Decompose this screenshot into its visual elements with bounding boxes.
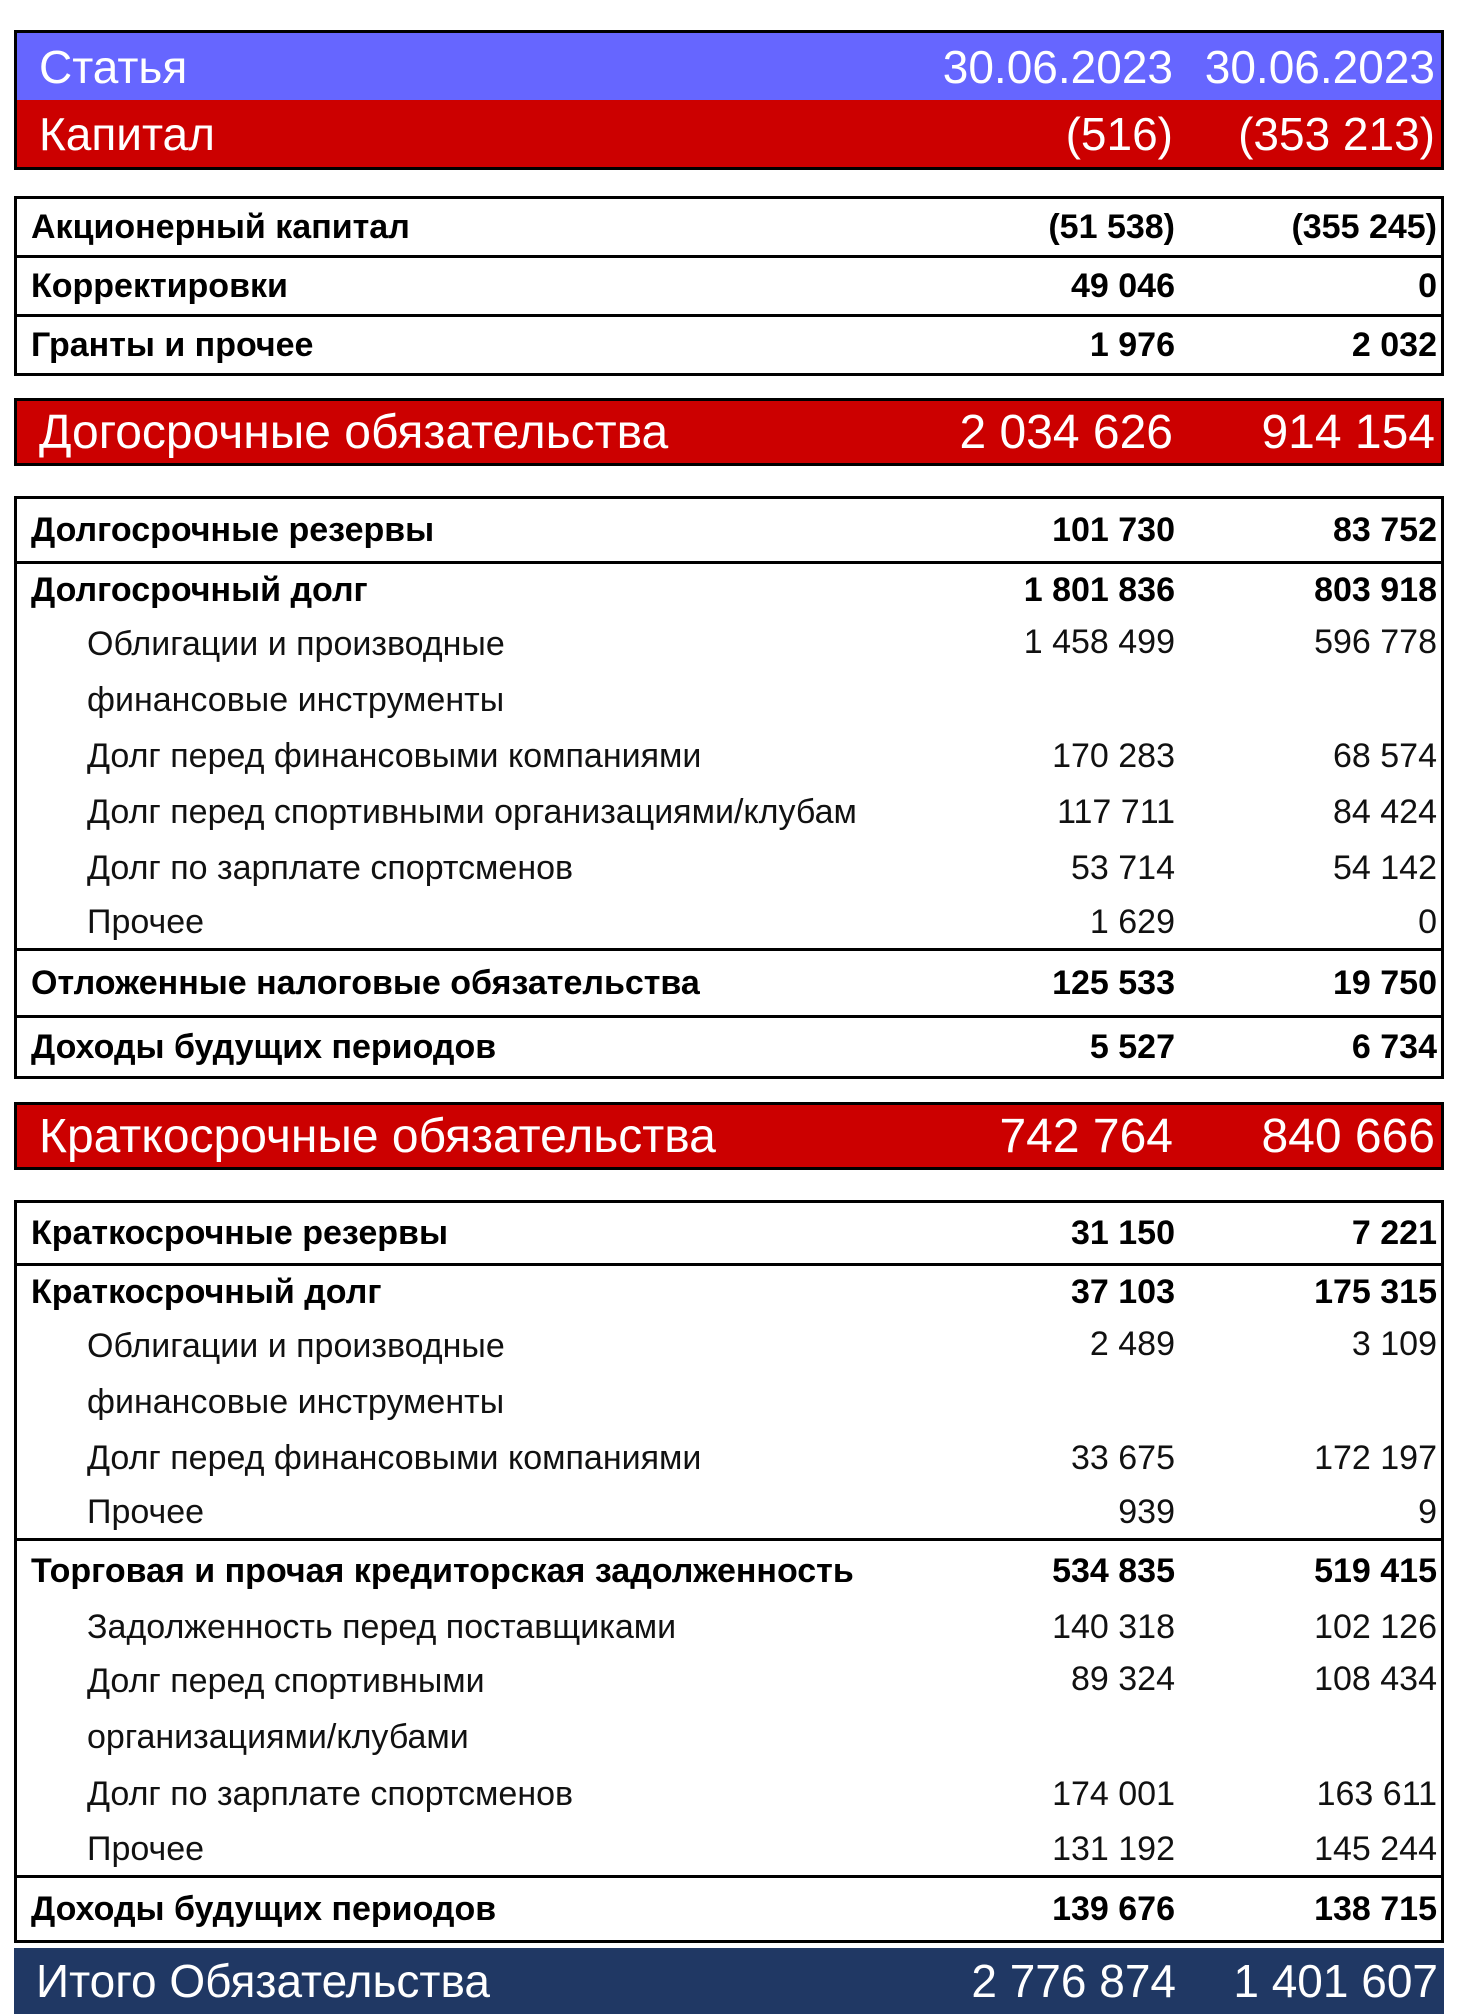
total-v1: 2 776 874 <box>971 1955 1176 2007</box>
total-row <box>14 1948 1444 2014</box>
row-value-1: 170 283 <box>1052 737 1175 775</box>
row-value-1: 49 046 <box>1071 267 1175 305</box>
row-label: Долгосрочный долг <box>31 571 368 609</box>
row-value-2: 163 611 <box>1316 1775 1437 1813</box>
section-shortterm <box>14 1102 1444 1170</box>
row-value-2: 2 032 <box>1351 326 1437 364</box>
section-capital-v2: (353 213) <box>1238 107 1435 160</box>
row-value-2: 172 197 <box>1314 1439 1437 1477</box>
row-label: Долг по зарплате спортсменов <box>87 849 574 887</box>
header-title: Статья <box>39 40 188 93</box>
row-value-2: 19 750 <box>1333 964 1437 1002</box>
row-label: Торговая и прочая кредиторская задолженность <box>31 1552 854 1590</box>
row-label: Облигации и производные финансовые инструменты <box>87 625 505 719</box>
row-value-1: 534 835 <box>1052 1552 1175 1590</box>
row-value-2: 84 424 <box>1333 793 1437 831</box>
row-value-2: 519 415 <box>1314 1552 1437 1590</box>
row-label: Гранты и прочее <box>31 326 314 364</box>
row-value-1: 33 675 <box>1071 1439 1175 1477</box>
section-shortterm-v1: 742 764 <box>999 1109 1173 1163</box>
header-col2: 30.06.2023 <box>1204 40 1435 93</box>
section-longterm <box>14 398 1444 466</box>
section-capital <box>14 100 1444 170</box>
row-value-2: (355 245) <box>1291 208 1437 246</box>
table-row <box>17 1823 1441 1875</box>
row-label: Долг по зарплате спортсменов <box>87 1775 574 1813</box>
row-value-2: 7 221 <box>1351 1214 1437 1252</box>
row-value-1: 131 192 <box>1052 1830 1175 1868</box>
row-label: Долг перед финансовыми компаниями <box>87 1439 702 1477</box>
row-value-2: 6 734 <box>1351 1028 1437 1066</box>
row-label: Прочее <box>87 1830 205 1868</box>
row-value-2: 596 778 <box>1314 623 1437 661</box>
total-v2: 1 401 607 <box>1233 1955 1438 2007</box>
section-longterm-label: Догосрочные обязательства <box>39 405 669 459</box>
section-longterm-v1: 2 034 626 <box>959 405 1173 459</box>
row-value-2: 3 109 <box>1351 1325 1437 1363</box>
row-label: Краткосрочные резервы <box>31 1214 448 1252</box>
row-value-2: 83 752 <box>1333 511 1437 549</box>
row-label: Доходы будущих периодов <box>31 1890 497 1928</box>
row-label: Долг перед финансовыми компаниями <box>87 737 702 775</box>
section-longterm-v2: 914 154 <box>1261 405 1435 459</box>
table-row <box>17 1430 1441 1486</box>
row-value-1: 1 976 <box>1089 326 1175 364</box>
table-row <box>17 1203 1441 1263</box>
row-value-1: 53 714 <box>1071 849 1175 887</box>
header-col1: 30.06.2023 <box>942 40 1173 93</box>
table-row <box>17 199 1441 255</box>
table-row <box>17 1875 1441 1940</box>
row-label: Краткосрочный долг <box>31 1273 382 1311</box>
row-value-1: 174 001 <box>1052 1775 1175 1813</box>
row-value-2: 9 <box>1418 1493 1437 1531</box>
shortterm-block <box>14 1200 1444 1943</box>
row-value-1: 31 150 <box>1071 1214 1175 1252</box>
row-label: Корректировки <box>31 267 288 305</box>
row-value-1: 1 801 836 <box>1023 571 1175 609</box>
table-row <box>17 255 1441 314</box>
row-value-1: 139 676 <box>1052 1890 1175 1928</box>
capital-block <box>14 196 1444 376</box>
row-value-1: 101 730 <box>1052 511 1175 549</box>
row-value-1: 37 103 <box>1071 1273 1175 1311</box>
section-capital-v1: (516) <box>1065 107 1173 160</box>
table-row <box>17 948 1441 1015</box>
row-value-1: 1 629 <box>1089 903 1175 941</box>
longterm-block <box>14 496 1444 1079</box>
table-row <box>17 1318 1441 1430</box>
row-value-1: (51 538) <box>1048 208 1175 246</box>
row-value-2: 145 244 <box>1314 1830 1437 1868</box>
row-value-1: 117 711 <box>1057 793 1175 831</box>
table-row <box>17 1653 1441 1765</box>
table-row <box>17 314 1441 373</box>
total-label: Итого Обязательства <box>36 1955 491 2007</box>
table-row <box>17 1263 1441 1318</box>
table-row <box>17 499 1441 561</box>
row-value-2: 102 126 <box>1314 1608 1437 1646</box>
table-row <box>17 840 1441 896</box>
row-label: Задолженность перед поставщиками <box>87 1608 677 1646</box>
table-row <box>17 896 1441 948</box>
table-header <box>14 30 1444 100</box>
row-value-2: 0 <box>1418 267 1437 305</box>
row-label: Долг перед спортивными организациями/клубами <box>87 1662 485 1756</box>
table-row <box>17 561 1441 616</box>
row-value-2: 138 715 <box>1314 1890 1437 1928</box>
table-row <box>17 784 1441 840</box>
section-capital-label: Капитал <box>39 107 215 160</box>
row-label: Прочее <box>87 1493 205 1531</box>
row-value-2: 803 918 <box>1314 571 1437 609</box>
row-label: Прочее <box>87 903 205 941</box>
row-label: Отложенные налоговые обязательства <box>31 964 700 1002</box>
row-value-1: 140 318 <box>1052 1608 1175 1646</box>
row-value-2: 175 315 <box>1314 1273 1437 1311</box>
row-value-1: 125 533 <box>1052 964 1175 1002</box>
row-value-1: 2 489 <box>1089 1325 1175 1363</box>
section-shortterm-v2: 840 666 <box>1261 1109 1435 1163</box>
row-value-1: 1 458 499 <box>1023 623 1175 661</box>
row-value-2: 108 434 <box>1314 1660 1437 1698</box>
row-value-1: 939 <box>1118 1493 1175 1531</box>
table-row <box>17 1765 1441 1823</box>
row-label: Доходы будущих периодов <box>31 1028 497 1066</box>
table-row <box>17 1486 1441 1538</box>
row-value-1: 5 527 <box>1089 1028 1175 1066</box>
row-value-2: 0 <box>1418 903 1437 941</box>
row-label: Облигации и производные финансовые инструменты <box>87 1327 505 1421</box>
table-row <box>17 728 1441 784</box>
table-row <box>17 616 1441 728</box>
section-shortterm-label: Краткосрочные обязательства <box>39 1109 716 1163</box>
row-value-2: 54 142 <box>1333 849 1437 887</box>
row-label: Долгосрочные резервы <box>31 511 435 549</box>
row-label: Акционерный капитал <box>31 208 410 246</box>
row-value-2: 68 574 <box>1333 737 1437 775</box>
table-row <box>17 1015 1441 1076</box>
row-label: Долг перед спортивными организациями/клубам <box>87 793 857 831</box>
table-row <box>17 1601 1441 1653</box>
row-value-1: 89 324 <box>1071 1660 1175 1698</box>
table-row <box>17 1538 1441 1601</box>
